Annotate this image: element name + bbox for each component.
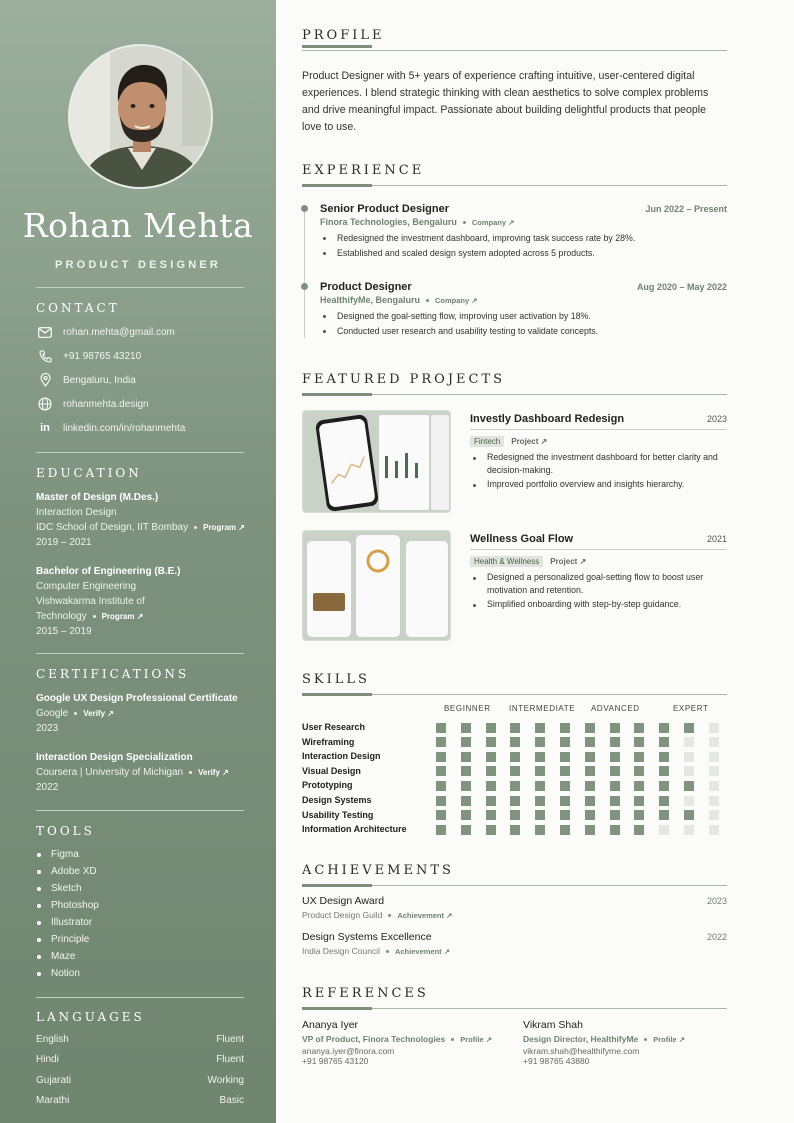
skill-level-square bbox=[634, 781, 644, 791]
reference-position: VP of Product, Finora Technologies bbox=[302, 1034, 446, 1044]
skill-level-square bbox=[610, 766, 620, 776]
skill-level-square bbox=[461, 752, 471, 762]
project-year: 2021 bbox=[706, 534, 727, 544]
skill-level-square bbox=[560, 810, 570, 820]
references-heading: REFERENCES bbox=[302, 986, 429, 1001]
level-expert: EXPERT bbox=[673, 704, 709, 713]
contact-email-text: rohan.mehta@gmail.com bbox=[63, 326, 175, 338]
achievement-entry bbox=[302, 895, 727, 920]
sidebar bbox=[0, 0, 276, 1123]
project-tag: Fintech bbox=[470, 436, 504, 447]
language-level: Fluent bbox=[216, 1034, 244, 1045]
divider bbox=[36, 810, 244, 811]
language-level: Basic bbox=[219, 1095, 244, 1106]
skill-level-square bbox=[634, 723, 644, 733]
achievement-org: India Design Council bbox=[302, 946, 380, 956]
mail-icon bbox=[36, 325, 54, 339]
cert-name: Google UX Design Professional Certificate bbox=[36, 693, 238, 704]
certification-entry bbox=[36, 750, 229, 795]
school: IDC School of Design, IIT Bombay bbox=[36, 522, 189, 533]
skill-level-square bbox=[659, 796, 669, 806]
skill-label: Interaction Design bbox=[302, 751, 381, 762]
project-entry bbox=[470, 533, 727, 612]
skill-level-square bbox=[436, 752, 446, 762]
contact-linkedin[interactable] bbox=[36, 420, 185, 436]
skill-level-square bbox=[535, 766, 545, 776]
candidate-name: Rohan Mehta bbox=[22, 206, 254, 245]
skill-level-square bbox=[585, 723, 595, 733]
skill-level-square bbox=[461, 723, 471, 733]
achievement-title: Design Systems Excellence bbox=[302, 931, 432, 943]
skill-label: Information Architecture bbox=[302, 824, 407, 835]
phone-icon bbox=[36, 349, 54, 363]
skill-level-square bbox=[709, 737, 719, 747]
skill-level-square bbox=[585, 737, 595, 747]
field: Computer Engineering bbox=[36, 581, 137, 592]
skill-level-square bbox=[535, 752, 545, 762]
skill-level-square bbox=[510, 752, 520, 762]
skill-level-square bbox=[585, 796, 595, 806]
skill-level-square bbox=[684, 810, 694, 820]
achievement-entry bbox=[302, 931, 727, 956]
skill-level-square bbox=[461, 810, 471, 820]
skill-level-square bbox=[659, 752, 669, 762]
language-row bbox=[36, 1095, 244, 1106]
linkedin-icon: in bbox=[40, 422, 50, 434]
skill-level-square bbox=[560, 796, 570, 806]
achievement-link[interactable]: Achievement ↗ bbox=[394, 947, 451, 956]
skill-level-square bbox=[610, 737, 620, 747]
contact-phone-text: +91 98765 43210 bbox=[63, 350, 142, 362]
section-accent bbox=[302, 393, 372, 396]
reference-entry bbox=[302, 1019, 512, 1066]
reference-position: Design Director, HealthifyMe bbox=[523, 1034, 639, 1044]
certifications-heading: CERTIFICATIONS bbox=[36, 667, 190, 681]
skill-level-square bbox=[684, 781, 694, 791]
reference-profile-link[interactable]: Profile ↗ bbox=[460, 1035, 492, 1044]
skill-level-square bbox=[436, 781, 446, 791]
achievement-org: Product Design Guild bbox=[302, 910, 383, 920]
tool-item: Notion bbox=[36, 967, 99, 984]
field: Interaction Design bbox=[36, 507, 117, 518]
skill-level-square bbox=[436, 825, 446, 835]
skill-level-square bbox=[634, 796, 644, 806]
project-title: Investly Dashboard Redesign bbox=[470, 413, 625, 425]
skill-level-square bbox=[535, 723, 545, 733]
skill-level-square bbox=[486, 796, 496, 806]
skill-level-square bbox=[436, 810, 446, 820]
skill-level-square bbox=[486, 737, 496, 747]
skill-level-square bbox=[659, 781, 669, 791]
program-link[interactable]: Program ↗ bbox=[101, 612, 144, 621]
achievement-title: UX Design Award bbox=[302, 895, 385, 907]
divider bbox=[36, 452, 244, 453]
skill-level-square bbox=[634, 766, 644, 776]
skill-level-square bbox=[436, 796, 446, 806]
language-row bbox=[36, 1054, 244, 1065]
achievements-heading: ACHIEVEMENTS bbox=[302, 863, 454, 878]
job-entry bbox=[320, 203, 727, 261]
skill-level-square bbox=[510, 796, 520, 806]
education-entry bbox=[36, 564, 180, 639]
job-bullet: Redesigned the investment dashboard, improving task success rate by 28%. bbox=[320, 231, 727, 246]
skill-level-square bbox=[709, 723, 719, 733]
timeline-dot bbox=[301, 283, 308, 290]
skill-level-square bbox=[709, 825, 719, 835]
skill-level-square bbox=[510, 723, 520, 733]
tool-item: Illustrator bbox=[36, 916, 99, 933]
skill-level-square bbox=[486, 752, 496, 762]
reference-phone[interactable]: +91 98765 43880 bbox=[523, 1056, 590, 1066]
job-bullet: Established and scaled design system adopted across 5 products. bbox=[320, 246, 727, 261]
projects-heading: FEATURED PROJECTS bbox=[302, 372, 506, 387]
tool-item: Photoshop bbox=[36, 899, 99, 916]
skill-level-square bbox=[659, 737, 669, 747]
skill-level-square bbox=[709, 766, 719, 776]
skill-level-square bbox=[461, 781, 471, 791]
skill-level-square bbox=[560, 752, 570, 762]
skill-level-square bbox=[510, 737, 520, 747]
tool-item: Maze bbox=[36, 950, 99, 967]
reference-email[interactable]: ananya.iyer@finora.com bbox=[302, 1046, 395, 1056]
language-name: Marathi bbox=[36, 1095, 70, 1106]
contact-location bbox=[36, 372, 136, 388]
level-advanced: ADVANCED bbox=[591, 704, 640, 713]
job-company: Finora Technologies, Bengaluru bbox=[320, 217, 457, 227]
skill-level-square bbox=[585, 766, 595, 776]
skill-level-square bbox=[535, 796, 545, 806]
achievement-year: 2023 bbox=[706, 896, 727, 906]
skill-label: Usability Testing bbox=[302, 809, 374, 820]
tool-item: Principle bbox=[36, 933, 99, 950]
profile-photo bbox=[68, 44, 213, 189]
project-title: Wellness Goal Flow bbox=[470, 533, 574, 545]
language-row bbox=[36, 1034, 244, 1045]
skill-level-square bbox=[684, 737, 694, 747]
job-dates: Aug 2020 – May 2022 bbox=[636, 282, 727, 292]
section-accent bbox=[302, 1007, 372, 1010]
skill-level-square bbox=[486, 781, 496, 791]
project-bullet: Redesigned the investment dashboard for better clarity and decision-making. bbox=[470, 451, 727, 477]
job-company: HealthifyMe, Bengaluru bbox=[320, 295, 421, 305]
company-link[interactable]: Company ↗ bbox=[435, 296, 478, 305]
skill-level-square bbox=[585, 810, 595, 820]
skill-level-square bbox=[560, 781, 570, 791]
skill-level-square bbox=[684, 752, 694, 762]
skill-level-square bbox=[659, 766, 669, 776]
school: Vishwakarma Institute of bbox=[36, 596, 145, 607]
reference-name: Vikram Shah bbox=[523, 1019, 583, 1031]
verify-link[interactable]: Verify ↗ bbox=[198, 768, 229, 777]
skill-level-square bbox=[461, 737, 471, 747]
languages-heading: LANGUAGES bbox=[36, 1010, 145, 1024]
level-intermediate: INTERMEDIATE bbox=[509, 704, 576, 713]
tool-item: Adobe XD bbox=[36, 865, 99, 882]
skill-level-square bbox=[610, 781, 620, 791]
degree: Master of Design (M.Des.) bbox=[36, 492, 159, 503]
skill-level-square bbox=[436, 737, 446, 747]
project-link[interactable]: Project ↗ bbox=[550, 557, 587, 566]
tool-item: Figma bbox=[36, 848, 99, 865]
job-dates: Jun 2022 – Present bbox=[645, 204, 727, 214]
skill-level-square bbox=[610, 752, 620, 762]
skill-level-square bbox=[560, 825, 570, 835]
skill-level-square bbox=[634, 752, 644, 762]
reference-email[interactable]: vikram.shah@healthifyme.com bbox=[523, 1046, 640, 1056]
contact-heading: CONTACT bbox=[36, 301, 120, 315]
level-beginner: BEGINNER bbox=[444, 704, 491, 713]
reference-name: Ananya Iyer bbox=[302, 1019, 359, 1031]
tools-heading: TOOLS bbox=[36, 824, 95, 838]
reference-phone[interactable]: +91 98765 43120 bbox=[302, 1056, 369, 1066]
skill-level-square bbox=[585, 825, 595, 835]
cert-issuer: Coursera | University of Michigan bbox=[36, 767, 184, 778]
skill-level-square bbox=[535, 737, 545, 747]
skill-level-square bbox=[659, 723, 669, 733]
skill-label: User Research bbox=[302, 722, 366, 732]
divider bbox=[36, 653, 244, 654]
divider bbox=[36, 287, 244, 288]
skill-level-square bbox=[560, 723, 570, 733]
skill-level-square bbox=[535, 825, 545, 835]
skill-level-square bbox=[585, 781, 595, 791]
skill-level-square bbox=[709, 810, 719, 820]
program-link[interactable]: Program ↗ bbox=[203, 523, 245, 532]
skill-level-square bbox=[486, 766, 496, 776]
timeline-dot bbox=[301, 205, 308, 212]
section-accent bbox=[302, 184, 372, 187]
skill-level-square bbox=[634, 825, 644, 835]
years: 2019 – 2021 bbox=[36, 537, 92, 548]
certification-entry bbox=[36, 691, 238, 736]
skill-level-square bbox=[560, 737, 570, 747]
skill-label: Prototyping bbox=[302, 780, 353, 791]
skill-label: Wireframing bbox=[302, 736, 355, 747]
job-title: Product Designer bbox=[320, 281, 412, 293]
contact-location-text: Bengaluru, India bbox=[63, 374, 136, 386]
skill-level-square bbox=[684, 825, 694, 835]
profile-summary: Product Designer with 5+ years of experience crafting intuitive, user-centered digital experiences. I blend strategic thinking with clean aesthetics to solve complex problems and drive meaningful impact. Passionate about building delightful products that people love to use. bbox=[302, 70, 709, 133]
job-bullet: Conducted user research and usability testing to validate concepts. bbox=[320, 324, 727, 339]
skill-level-square bbox=[659, 825, 669, 835]
achievement-year: 2022 bbox=[706, 932, 727, 942]
project-tag: Health & Wellness bbox=[470, 556, 543, 567]
contact-linkedin-text: linkedin.com/in/rohanmehta bbox=[63, 422, 186, 434]
cert-issuer: Google bbox=[36, 708, 69, 719]
reference-entry bbox=[523, 1019, 733, 1066]
skill-label: Visual Design bbox=[302, 765, 361, 776]
language-row bbox=[36, 1075, 244, 1086]
skill-level-square bbox=[659, 810, 669, 820]
candidate-role: PRODUCT DESIGNER bbox=[54, 259, 222, 271]
contact-website[interactable] bbox=[36, 396, 149, 412]
language-name: Hindi bbox=[36, 1054, 59, 1065]
skill-level-square bbox=[560, 766, 570, 776]
skill-level-square bbox=[535, 810, 545, 820]
school: Technology bbox=[36, 611, 87, 622]
section-accent bbox=[302, 693, 372, 696]
language-name: English bbox=[36, 1034, 69, 1045]
skill-level-square bbox=[461, 825, 471, 835]
skill-level-square bbox=[436, 766, 446, 776]
project-thumbnail-wellness[interactable] bbox=[302, 530, 451, 641]
skill-level-square bbox=[684, 796, 694, 806]
project-bullet: Improved portfolio overview and insights hierarchy. bbox=[470, 478, 727, 491]
verify-link[interactable]: Verify ↗ bbox=[83, 709, 114, 718]
skill-level-square bbox=[684, 766, 694, 776]
education-entry bbox=[36, 490, 245, 550]
project-link[interactable]: Project ↗ bbox=[511, 437, 548, 446]
skill-level-square bbox=[634, 810, 644, 820]
skill-level-square bbox=[461, 796, 471, 806]
timeline-line bbox=[304, 208, 305, 338]
skill-level-square bbox=[610, 825, 620, 835]
skill-level-square bbox=[709, 796, 719, 806]
reference-profile-link[interactable]: Profile ↗ bbox=[653, 1035, 685, 1044]
location-pin-icon bbox=[36, 373, 54, 387]
skill-level-square bbox=[486, 810, 496, 820]
skill-level-square bbox=[436, 723, 446, 733]
tools-list bbox=[36, 848, 99, 984]
project-thumbnail-investly[interactable] bbox=[302, 410, 451, 513]
skill-level-square bbox=[610, 723, 620, 733]
skill-level-square bbox=[709, 752, 719, 762]
project-bullet: Designed a personalized goal-setting flow to boost user motivation and retention. bbox=[470, 571, 727, 597]
skill-level-square bbox=[610, 810, 620, 820]
skill-level-square bbox=[709, 781, 719, 791]
cert-name: Interaction Design Specialization bbox=[36, 752, 193, 763]
tool-item: Sketch bbox=[36, 882, 99, 899]
section-accent bbox=[302, 45, 372, 48]
project-entry bbox=[470, 413, 727, 492]
section-rule bbox=[302, 50, 727, 51]
job-entry bbox=[320, 281, 727, 339]
contact-website-text: rohanmehta.design bbox=[63, 398, 149, 410]
section-accent bbox=[302, 884, 372, 887]
language-name: Gujarati bbox=[36, 1075, 72, 1086]
divider bbox=[36, 997, 244, 998]
project-bullet: Simplified onboarding with step-by-step guidance. bbox=[470, 598, 727, 611]
years: 2015 – 2019 bbox=[36, 626, 92, 637]
skill-level-square bbox=[510, 825, 520, 835]
skill-level-square bbox=[535, 781, 545, 791]
skill-level-square bbox=[585, 752, 595, 762]
skill-level-square bbox=[461, 766, 471, 776]
job-title: Senior Product Designer bbox=[320, 203, 449, 215]
company-link[interactable]: Company ↗ bbox=[471, 218, 515, 227]
profile-heading: PROFILE bbox=[302, 28, 385, 43]
skill-label: Design Systems bbox=[302, 795, 372, 805]
skill-level-square bbox=[684, 723, 694, 733]
skill-level-square bbox=[610, 796, 620, 806]
language-level: Fluent bbox=[216, 1054, 244, 1065]
degree: Bachelor of Engineering (B.E.) bbox=[36, 566, 181, 577]
experience-heading: EXPERIENCE bbox=[302, 163, 425, 178]
skill-level-square bbox=[486, 723, 496, 733]
contact-phone[interactable] bbox=[36, 348, 141, 364]
globe-icon bbox=[36, 397, 54, 411]
contact-email[interactable] bbox=[36, 324, 175, 340]
cert-year: 2022 bbox=[36, 782, 59, 793]
skills-heading: SKILLS bbox=[302, 672, 370, 687]
education-heading: EDUCATION bbox=[36, 466, 142, 480]
cert-year: 2023 bbox=[36, 723, 59, 734]
skill-level-square bbox=[634, 737, 644, 747]
skill-level-square bbox=[486, 825, 496, 835]
skill-level-square bbox=[510, 766, 520, 776]
project-year: 2023 bbox=[706, 414, 727, 424]
job-bullet: Designed the goal-setting flow, improving user activation by 18%. bbox=[320, 309, 727, 324]
achievement-link[interactable]: Achievement ↗ bbox=[397, 911, 453, 920]
skill-level-square bbox=[510, 781, 520, 791]
skill-level-square bbox=[510, 810, 520, 820]
language-level: Working bbox=[207, 1075, 244, 1086]
